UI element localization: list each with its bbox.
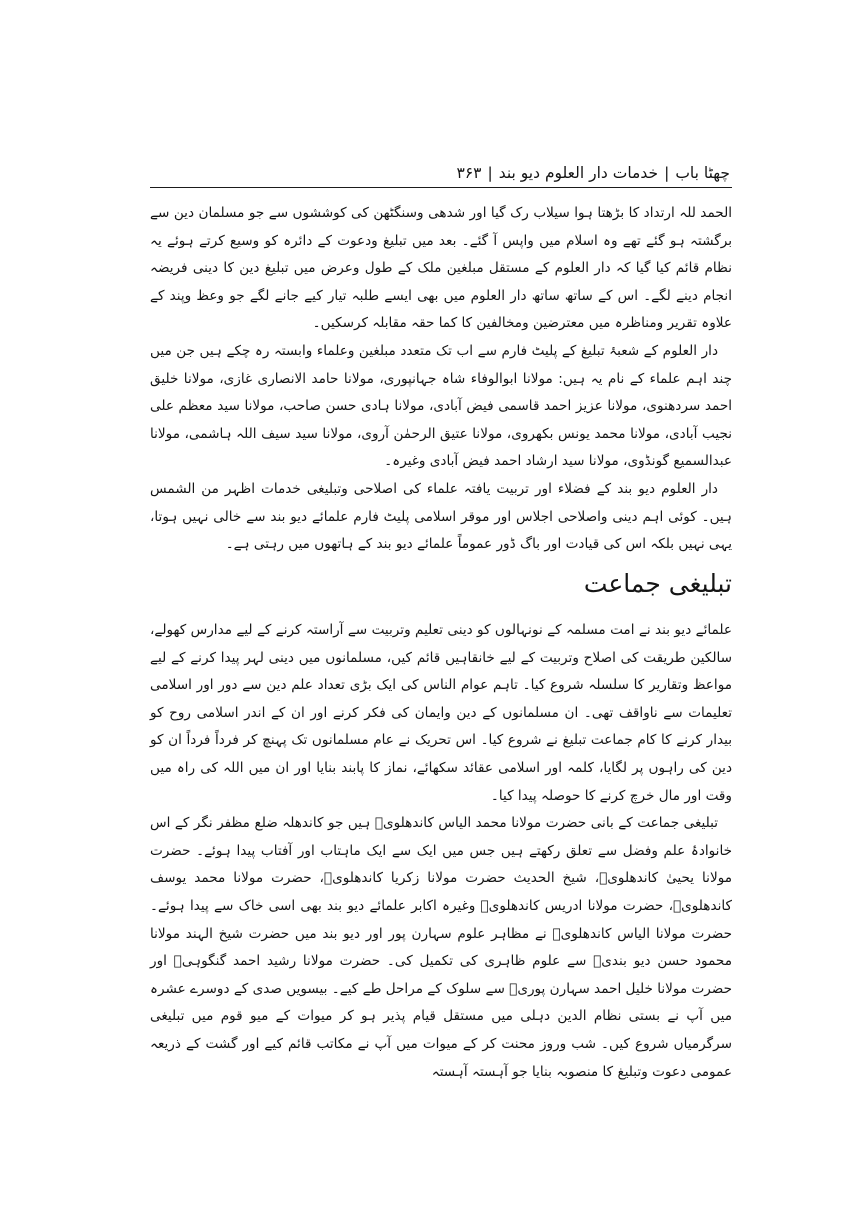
- running-head: [150, 158, 730, 188]
- separator-2: |: [487, 164, 493, 182]
- section-label: خدمات دار العلوم دیو بند: [498, 164, 659, 182]
- chapter-label: چھٹا باب: [675, 164, 730, 182]
- separator-1: |: [664, 164, 670, 182]
- paragraph: علمائے دیو بند نے امت مسلمہ کے نونہالوں کو دینی تعلیم وتربیت سے آراستہ کرنے کے لیے مدارس کھولے، سالکین طریقت کی اصلاح وتربیت کے لیے خانقاہیں قائم کیں، مسلمانوں میں دینی لہر پیدا کرنے کے لیے مواعظ وتقاریر کا سلسلہ شروع کیا۔ تاہم عوام الناس کی ایک بڑی تعداد علم دین سے دور اور اسلامی تعلیمات سے ناواقف تھی۔ ان مسلمانوں کے دین وایمان کی فکر کرنے اور ان کے اندر اسلامی روح کو بیدار کرنے کا کام جماعت تبلیغ نے شروع کیا۔ اس تحریک نے عام مسلمانوں تک پہنچ کر فرداً فرداً ان کو دین کی راہوں پر لگایا، کلمہ اور اسلامی عقائد سکھائے، نماز کا پابند بنایا اور ان میں اللہ کی راہ میں وقت اور مال خرچ کرنے کا حوصلہ پیدا کیا۔: [150, 622, 732, 804]
- page-number: ۳۶۳: [456, 164, 482, 182]
- paragraph: دار العلوم دیو بند کے فضلاء اور تربیت یافتہ علماء کی اصلاحی وتبلیغی خدمات اظہر من الشمس ہیں۔ کوئی اہم دینی واصلاحی اجلاس اور موقر اسلامی پلیٹ فارم علمائے دیو بند سے خالی نہیں ہوتا، یہی نہیں بلکہ اس کی قیادت اور باگ ڈور عموماً علمائے دیو بند کے ہاتھوں میں رہتی ہے۔: [150, 480, 732, 553]
- paragraph: دار العلوم کے شعبۂ تبلیغ کے پلیٹ فارم سے اب تک متعدد مبلغین وعلماء وابستہ رہ چکے ہیں جن میں چند اہم علماء کے نام یہ ہیں: مولانا ابوالوفاء شاہ جہانپوری، مولانا حامد الانصاری غازی، مولانا خلیق احمد سردھنوی، مولانا عزیز احمد قاسمی فیض آبادی، مولانا ہادی حسن صاحب، مولانا سید معظم علی نجیب آبادی، مولانا محمد یونس بکھروی، مولانا عتیق الرحمٰن آروی، مولانا سید سیف اللہ ہاشمی، مولانا عبدالسمیع گونڈوی، مولانا سید ارشاد احمد فیض آبادی وغیرہ۔: [150, 342, 732, 470]
- section-heading: تبلیغی جماعت: [583, 569, 732, 598]
- body-text-bottom: [150, 617, 732, 1086]
- paragraph: تبلیغی جماعت کے بانی حضرت مولانا محمد الیاس کاندھلویؒ ہیں جو کاندھلہ ضلع مظفر نگر کے اس خانوادۂ علم وفضل سے تعلق رکھتے ہیں جس میں ایک سے ایک ماہتاب اور آفتاب پیدا ہوئے۔ حضرت مولانا یحییٰ کاندھلویؒ، شیخ الحدیث حضرت مولانا زکریا کاندھلویؒ، حضرت مولانا محمد یوسف کاندھلویؒ، حضرت مولانا ادریس کاندھلویؒ وغیرہ اکابر علمائے دیو بند بھی اسی خاک سے پیدا ہوئے۔ حضرت مولانا الیاس کاندھلویؒ نے مظاہر علوم سہارن پور اور دیو بند میں حضرت شیخ الہند مولانا محمود حسن دیو بندیؒ سے علوم ظاہری کی تکمیل کی۔ حضرت مولانا رشید احمد گنگوہیؒ اور حضرت مولانا خلیل احمد سہارن پوریؒ سے سلوک کے مراحل طے کیے۔ بیسویں صدی کے دوسرے عشرہ میں آپ نے بستی نظام الدین دہلی میں مستقل قیام پذیر ہو کر میوات کے میو قوم میں تبلیغی سرگرمیاں شروع کیں۔ شب وروز محنت کر کے میوات میں آپ نے مکاتب قائم کیے اور گشت کے ذریعہ عمومی دعوت وتبلیغ کا منصوبہ بنایا جو آہستہ آہستہ: [150, 815, 732, 1080]
- body-text-top: [150, 200, 732, 559]
- header-rule: [150, 187, 732, 188]
- paragraph: الحمد للہ ارتداد کا بڑھتا ہوا سیلاب رک گیا اور شدھی وسنگٹھن کی کوششوں سے جو مسلمان دین سے برگشتہ ہو گئے تھے وہ اسلام میں واپس آ گئے۔ بعد میں تبلیغ ودعوت کے دائرہ کو وسیع کرتے ہوئے یہ نظام قائم کیا گیا کہ دار العلوم کے مستقل مبلغین ملک کے طول وعرض میں تبلیغ دین کا دینی فریضہ انجام دینے لگے۔ اس کے ساتھ ساتھ دار العلوم میں بھی ایسے طلبہ تیار کیے جانے لگے جو وعظ وپند کے علاوہ تقریر ومناظرہ میں معترضین ومخالفین کا کما حقہ مقابلہ کرسکیں۔: [150, 205, 732, 332]
